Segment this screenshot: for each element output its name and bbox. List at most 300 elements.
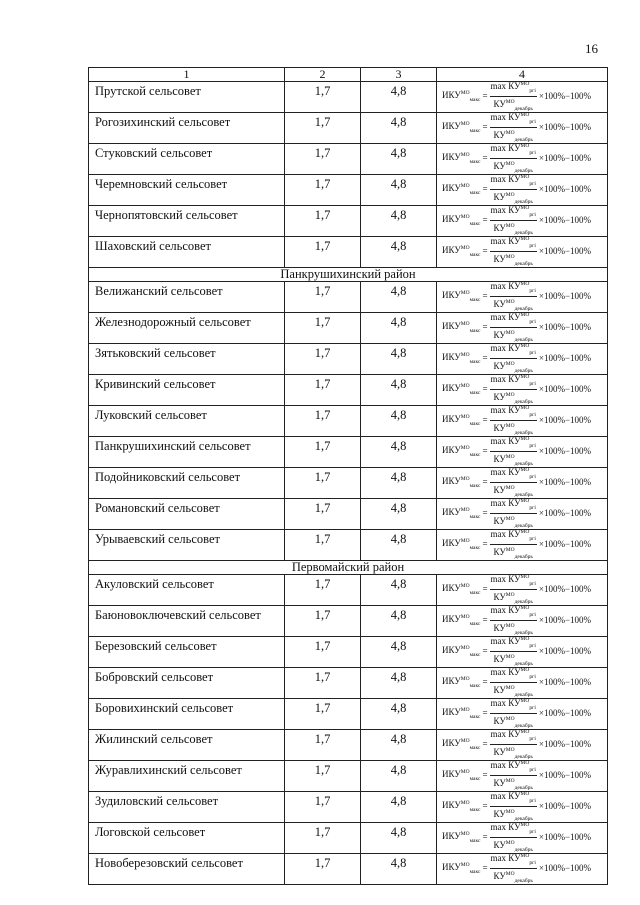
formula-lhs	[442, 290, 480, 303]
formula-den-sub: декабрь	[514, 305, 533, 312]
formula-num-sup: МО	[520, 759, 530, 766]
value-col-3: 4,8	[361, 206, 437, 237]
formula-lhs-text: ИКУ	[442, 582, 461, 593]
settlement-name: Шаховский сельсовет	[89, 237, 285, 268]
formula-lhs-sup: МО	[460, 244, 470, 251]
formula-lhs-text: ИКУ	[442, 737, 461, 748]
formula-num-sub: ргі	[529, 287, 536, 294]
formula-lhs-sup: МО	[460, 644, 470, 651]
formula-lhs-text: ИКУ	[442, 213, 461, 224]
formula-lhs-sub: макс	[469, 837, 481, 844]
settlement-name: Баюновоключевский сельсовет	[89, 606, 285, 637]
formula-num-sup: МО	[520, 342, 530, 349]
formula-num-sup: МО	[520, 111, 530, 118]
formula-equals: =	[482, 646, 488, 656]
formula-numerator	[490, 403, 537, 421]
formula-lhs-text: ИКУ	[442, 289, 461, 300]
value-col-2: 1,7	[285, 761, 361, 792]
formula-num-sup: МО	[520, 666, 530, 673]
formula-numerator	[490, 234, 537, 252]
value-col-3: 4,8	[361, 792, 437, 823]
formula-num-sup: МО	[520, 497, 530, 504]
formula-lhs-text: ИКУ	[442, 151, 461, 162]
settlement-name: Урываевский сельсовет	[89, 530, 285, 561]
formula	[437, 204, 607, 236]
formula-lhs-sub: макс	[469, 775, 481, 782]
table-row	[89, 761, 608, 792]
formula-lhs-sup: МО	[460, 830, 470, 837]
formula-equals: =	[482, 677, 488, 687]
formula-den-text: КУ	[493, 777, 506, 788]
formula-numerator	[490, 372, 537, 390]
formula-num-text: max КУ	[490, 311, 521, 322]
table-row	[89, 606, 608, 637]
formula-den-sup: МО	[505, 453, 515, 460]
formula-lhs	[442, 769, 480, 782]
formula-num-text: max КУ	[490, 142, 521, 153]
table-row	[89, 668, 608, 699]
formula-lhs-sup: МО	[460, 799, 470, 806]
formula-den-sub: декабрь	[514, 598, 533, 605]
value-col-2: 1,7	[285, 730, 361, 761]
formula-fraction	[490, 141, 537, 176]
formula-lhs	[442, 645, 480, 658]
formula-fraction	[490, 279, 537, 314]
formula-den-sup: МО	[505, 360, 515, 367]
formula	[437, 142, 607, 174]
formula-equals: =	[482, 446, 488, 456]
formula	[437, 173, 607, 205]
value-col-3: 4,8	[361, 637, 437, 668]
value-col-2: 1,7	[285, 206, 361, 237]
value-col-2: 1,7	[285, 668, 361, 699]
settlement-name: Жилинский сельсовет	[89, 730, 285, 761]
formula-denominator	[493, 252, 534, 269]
formula-den-sup: МО	[505, 515, 515, 522]
formula-cell	[437, 761, 608, 792]
formula-num-sub: ргі	[529, 473, 536, 480]
formula-equals: =	[482, 153, 488, 163]
formula-rhs: ×100%−100%	[538, 246, 592, 256]
formula-fraction	[490, 496, 537, 531]
formula-equals: =	[482, 770, 488, 780]
formula-num-sup: МО	[520, 280, 530, 287]
formula-num-sup: МО	[520, 311, 530, 318]
formula-cell	[437, 144, 608, 175]
formula-equals: =	[482, 863, 488, 873]
formula	[437, 404, 607, 436]
formula-numerator	[490, 820, 537, 838]
formula-num-sub: ргі	[529, 766, 536, 773]
formula-num-text: max КУ	[490, 528, 521, 539]
formula-numerator	[490, 279, 537, 297]
formula-num-sub: ргі	[529, 442, 536, 449]
value-col-2: 1,7	[285, 437, 361, 468]
settlement-name: Стуковский сельсовет	[89, 144, 285, 175]
formula-num-text: max КУ	[490, 435, 521, 446]
settlement-name: Черемновский сельсовет	[89, 175, 285, 206]
formula-fraction	[490, 79, 537, 114]
formula-den-text: КУ	[493, 422, 506, 433]
table-row	[89, 113, 608, 144]
section-title: Панкрушихинский район	[89, 268, 608, 282]
table-row	[89, 575, 608, 606]
formula-equals: =	[482, 615, 488, 625]
formula-equals: =	[482, 708, 488, 718]
formula-lhs-text: ИКУ	[442, 861, 461, 872]
formula-fraction	[490, 110, 537, 145]
value-col-2: 1,7	[285, 375, 361, 406]
formula-equals: =	[482, 415, 488, 425]
settlement-name: Романовский сельсовет	[89, 499, 285, 530]
formula	[437, 697, 607, 729]
formula-cell	[437, 175, 608, 206]
formula-lhs	[442, 352, 480, 365]
formula-cell	[437, 313, 608, 344]
formula-lhs-sup: МО	[460, 289, 470, 296]
settlement-name: Кривинский сельсовет	[89, 375, 285, 406]
formula-den-text: КУ	[493, 453, 506, 464]
formula-rhs: ×100%−100%	[538, 353, 592, 363]
formula-num-sup: МО	[520, 635, 530, 642]
value-col-3: 4,8	[361, 606, 437, 637]
formula	[437, 311, 607, 343]
formula-lhs-sup: МО	[460, 89, 470, 96]
formula-num-sub: ргі	[529, 180, 536, 187]
formula-lhs-sub: макс	[469, 220, 481, 227]
formula-lhs-sub: макс	[469, 513, 481, 520]
formula-lhs	[442, 800, 480, 813]
formula-equals: =	[482, 291, 488, 301]
formula-den-sup: МО	[505, 546, 515, 553]
formula	[437, 111, 607, 143]
formula-num-text: max КУ	[490, 280, 521, 291]
formula-lhs	[442, 183, 480, 196]
formula-lhs	[442, 414, 480, 427]
value-col-2: 1,7	[285, 530, 361, 561]
formula-den-sub: декабрь	[514, 784, 533, 791]
formula-num-sub: ргі	[529, 118, 536, 125]
formula-num-sup: МО	[520, 466, 530, 473]
formula-lhs-sup: МО	[460, 506, 470, 513]
table-row	[89, 468, 608, 499]
table-row	[89, 730, 608, 761]
formula-den-text: КУ	[493, 98, 506, 109]
formula	[437, 342, 607, 374]
formula	[437, 80, 607, 112]
formula-equals: =	[482, 322, 488, 332]
formula-rhs: ×100%−100%	[538, 863, 592, 873]
formula-rhs: ×100%−100%	[538, 91, 592, 101]
table-row	[89, 406, 608, 437]
settlement-name: Велижанский сельсовет	[89, 282, 285, 313]
formula-den-sub: декабрь	[514, 491, 533, 498]
value-col-2: 1,7	[285, 823, 361, 854]
value-col-3: 4,8	[361, 499, 437, 530]
formula-den-sub: декабрь	[514, 553, 533, 560]
value-col-3: 4,8	[361, 313, 437, 344]
formula-lhs-sup: МО	[460, 213, 470, 220]
value-col-3: 4,8	[361, 406, 437, 437]
formula-lhs-sup: МО	[460, 182, 470, 189]
formula-num-sub: ргі	[529, 704, 536, 711]
formula-den-sub: декабрь	[514, 398, 533, 405]
formula-den-text: КУ	[493, 129, 506, 140]
formula	[437, 790, 607, 822]
formula-den-text: КУ	[493, 298, 506, 309]
header-col-2: 2	[285, 68, 361, 82]
formula-cell	[437, 499, 608, 530]
formula-num-sup: МО	[520, 173, 530, 180]
formula-den-sub: декабрь	[514, 460, 533, 467]
formula-rhs: ×100%−100%	[538, 646, 592, 656]
formula-lhs-sup: МО	[460, 351, 470, 358]
formula-numerator	[490, 572, 537, 590]
formula-num-sup: МО	[520, 573, 530, 580]
formula-den-sub: декабрь	[514, 846, 533, 853]
formula-lhs-sub: макс	[469, 682, 481, 689]
formula-lhs-sub: макс	[469, 589, 481, 596]
formula-num-sup: МО	[520, 821, 530, 828]
formula	[437, 435, 607, 467]
formula-den-text: КУ	[493, 839, 506, 850]
formula-denominator	[493, 545, 534, 562]
formula-den-sup: МО	[505, 484, 515, 491]
formula-fraction	[490, 820, 537, 855]
formula-num-sup: МО	[520, 604, 530, 611]
table-row	[89, 237, 608, 268]
formula-num-sup: МО	[520, 697, 530, 704]
formula-num-sub: ргі	[529, 149, 536, 156]
formula-numerator	[490, 696, 537, 714]
tariff-table	[88, 67, 608, 885]
formula-fraction	[490, 696, 537, 731]
formula-rhs: ×100%−100%	[538, 184, 592, 194]
formula-den-text: КУ	[493, 746, 506, 757]
formula-lhs-text: ИКУ	[442, 475, 461, 486]
formula-num-sup: МО	[520, 204, 530, 211]
formula	[437, 235, 607, 267]
value-col-3: 4,8	[361, 468, 437, 499]
formula-den-sup: МО	[505, 777, 515, 784]
formula-lhs-sub: макс	[469, 358, 481, 365]
formula-den-sup: МО	[505, 98, 515, 105]
formula-lhs-sup: МО	[460, 444, 470, 451]
formula-denominator	[493, 869, 534, 886]
formula	[437, 852, 607, 884]
formula-equals: =	[482, 384, 488, 394]
formula-den-text: КУ	[493, 222, 506, 233]
formula-lhs-text: ИКУ	[442, 89, 461, 100]
formula-lhs-sub: макс	[469, 544, 481, 551]
formula-den-sup: МО	[505, 422, 515, 429]
formula-rhs: ×100%−100%	[538, 322, 592, 332]
formula-lhs	[442, 507, 480, 520]
formula-num-text: max КУ	[490, 821, 521, 832]
formula-lhs-sup: МО	[460, 120, 470, 127]
formula	[437, 280, 607, 312]
formula-numerator	[490, 851, 537, 869]
formula	[437, 466, 607, 498]
formula-lhs-text: ИКУ	[442, 120, 461, 131]
formula-equals: =	[482, 584, 488, 594]
formula-rhs: ×100%−100%	[538, 215, 592, 225]
formula-rhs: ×100%−100%	[538, 122, 592, 132]
header-col-3: 3	[361, 68, 437, 82]
formula-num-text: max КУ	[490, 373, 521, 384]
formula-fraction	[490, 341, 537, 376]
formula-num-text: max КУ	[490, 404, 521, 415]
value-col-2: 1,7	[285, 144, 361, 175]
formula-num-sub: ргі	[529, 504, 536, 511]
formula-num-text: max КУ	[490, 790, 521, 801]
table-row	[89, 375, 608, 406]
formula-den-sup: МО	[505, 715, 515, 722]
formula-lhs	[442, 383, 480, 396]
formula-lhs-sub: макс	[469, 713, 481, 720]
formula-lhs-text: ИКУ	[442, 244, 461, 255]
formula-cell	[437, 637, 608, 668]
formula-lhs-sup: МО	[460, 413, 470, 420]
table-body	[89, 68, 608, 885]
formula-numerator	[490, 310, 537, 328]
formula-numerator	[490, 203, 537, 221]
settlement-name: Луковский сельсовет	[89, 406, 285, 437]
settlement-name: Логовской сельсовет	[89, 823, 285, 854]
formula-lhs-text: ИКУ	[442, 644, 461, 655]
table-row	[89, 344, 608, 375]
formula-lhs-sup: МО	[460, 675, 470, 682]
formula-numerator	[490, 341, 537, 359]
section-title: Первомайский район	[89, 561, 608, 575]
formula-cell	[437, 468, 608, 499]
value-col-2: 1,7	[285, 606, 361, 637]
formula-lhs-sub: макс	[469, 744, 481, 751]
formula-numerator	[490, 727, 537, 745]
formula-num-sup: МО	[520, 790, 530, 797]
formula-lhs-sup: МО	[460, 613, 470, 620]
formula-num-text: max КУ	[490, 497, 521, 508]
formula-den-text: КУ	[493, 160, 506, 171]
formula-num-text: max КУ	[490, 635, 521, 646]
formula-lhs-sub: макс	[469, 189, 481, 196]
value-col-3: 4,8	[361, 730, 437, 761]
formula-rhs: ×100%−100%	[538, 446, 592, 456]
value-col-2: 1,7	[285, 175, 361, 206]
formula-lhs-text: ИКУ	[442, 799, 461, 810]
formula-num-text: max КУ	[490, 466, 521, 477]
formula-rhs: ×100%−100%	[538, 384, 592, 394]
formula-den-sup: МО	[505, 746, 515, 753]
formula-numerator	[490, 758, 537, 776]
formula-lhs-sup: МО	[460, 737, 470, 744]
formula-rhs: ×100%−100%	[538, 770, 592, 780]
formula-num-sup: МО	[520, 404, 530, 411]
formula-lhs	[442, 90, 480, 103]
value-col-2: 1,7	[285, 313, 361, 344]
formula-den-sub: декабрь	[514, 167, 533, 174]
formula-lhs-sup: МО	[460, 320, 470, 327]
formula-den-sup: МО	[505, 839, 515, 846]
formula-den-sub: декабрь	[514, 336, 533, 343]
formula-lhs-sub: макс	[469, 158, 481, 165]
formula-rhs: ×100%−100%	[538, 708, 592, 718]
table-row	[89, 82, 608, 113]
formula-fraction	[490, 789, 537, 824]
formula-cell	[437, 406, 608, 437]
header-col-4: 4	[437, 68, 608, 82]
settlement-name: Боровихинский сельсовет	[89, 699, 285, 730]
formula-num-sub: ргі	[529, 828, 536, 835]
value-col-3: 4,8	[361, 282, 437, 313]
value-col-2: 1,7	[285, 344, 361, 375]
formula-den-text: КУ	[493, 715, 506, 726]
settlement-name: Железнодорожный сельсовет	[89, 313, 285, 344]
formula-den-sub: декабрь	[514, 229, 533, 236]
formula-fraction	[490, 434, 537, 469]
formula-den-sub: декабрь	[514, 260, 533, 267]
formula-cell	[437, 206, 608, 237]
formula	[437, 666, 607, 698]
formula-num-text: max КУ	[490, 111, 521, 122]
formula-equals: =	[482, 477, 488, 487]
formula-num-sub: ргі	[529, 642, 536, 649]
settlement-name: Бобровский сельсовет	[89, 668, 285, 699]
formula-equals: =	[482, 246, 488, 256]
formula-num-sub: ргі	[529, 580, 536, 587]
table-row	[89, 854, 608, 885]
table-row	[89, 282, 608, 313]
formula-num-sub: ргі	[529, 859, 536, 866]
formula-cell	[437, 854, 608, 885]
formula-numerator	[490, 110, 537, 128]
value-col-3: 4,8	[361, 175, 437, 206]
formula-cell	[437, 730, 608, 761]
formula-den-sup: МО	[505, 298, 515, 305]
formula-num-sub: ргі	[529, 797, 536, 804]
formula-lhs	[442, 245, 480, 258]
formula-fraction	[490, 665, 537, 700]
formula-rhs: ×100%−100%	[538, 153, 592, 163]
value-col-3: 4,8	[361, 575, 437, 606]
formula-den-text: КУ	[493, 684, 506, 695]
formula	[437, 573, 607, 605]
formula-lhs	[442, 214, 480, 227]
formula-num-text: max КУ	[490, 759, 521, 770]
formula-lhs-sub: макс	[469, 620, 481, 627]
value-col-2: 1,7	[285, 854, 361, 885]
formula-cell	[437, 113, 608, 144]
formula-cell	[437, 575, 608, 606]
value-col-3: 4,8	[361, 344, 437, 375]
formula-rhs: ×100%−100%	[538, 508, 592, 518]
formula-lhs-sup: МО	[460, 475, 470, 482]
formula-numerator	[490, 434, 537, 452]
formula-num-sub: ргі	[529, 349, 536, 356]
formula-lhs-sub: макс	[469, 868, 481, 875]
formula-lhs-sub: макс	[469, 327, 481, 334]
formula-rhs: ×100%−100%	[538, 677, 592, 687]
formula-num-text: max КУ	[490, 342, 521, 353]
formula-den-text: КУ	[493, 360, 506, 371]
formula-lhs	[442, 862, 480, 875]
header-col-1: 1	[89, 68, 285, 82]
value-col-3: 4,8	[361, 530, 437, 561]
value-col-3: 4,8	[361, 761, 437, 792]
formula-den-sup: МО	[505, 653, 515, 660]
formula-lhs-sub: макс	[469, 451, 481, 458]
formula-lhs-text: ИКУ	[442, 506, 461, 517]
